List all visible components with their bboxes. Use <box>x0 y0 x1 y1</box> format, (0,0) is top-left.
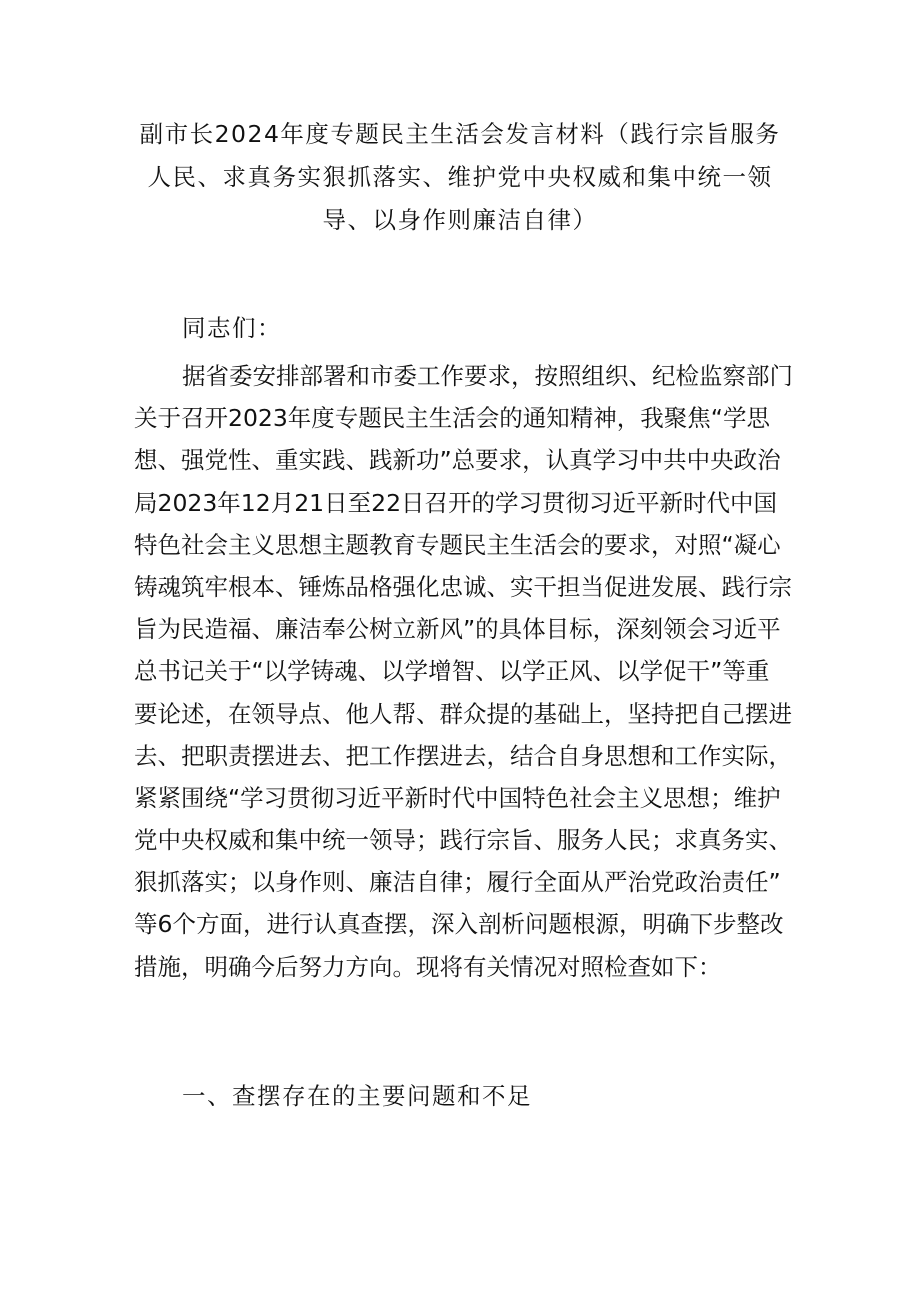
section-heading: 一、查摆存在的主要问题和不足 <box>182 1082 532 1110</box>
document-title <box>134 113 786 242</box>
paragraph-line: 等6个方面，进行认真查摆，深入剖析问题根源，明确下步整改 <box>134 910 784 939</box>
paragraph-line: 要论述，在领导点、他人帮、群众提的基础上，坚持把自己摆进 <box>134 699 792 728</box>
paragraph-line: 狠抓落实；以身作则、廉洁自律；履行全面从严治党政治责任” <box>134 868 781 897</box>
title-line: 人民、求真务实狠抓落实、维护党中央权威和集中统一领 <box>147 163 773 191</box>
paragraph-line: 紧紧围绕“学习贯彻习近平新时代中国特色社会主义思想；维护 <box>134 783 781 812</box>
paragraph-line: 措施，明确今后努力方向。现将有关情况对照检查如下： <box>134 952 722 981</box>
title-line: 导、以身作则廉洁自律） <box>322 206 598 234</box>
salutation: 同志们： <box>182 314 282 342</box>
paragraph-line: 旨为民造福、廉洁奉公树立新风”的具体目标，深刻领会习近平 <box>134 615 781 644</box>
paragraph-line: 关于召开2023年度专题民主生活会的通知精神，我聚焦“学思 <box>134 404 770 433</box>
paragraph-line: 铸魂筑牢根本、锤炼品格强化忠诚、实干担当促进发展、践行宗 <box>134 572 792 601</box>
title-line: 副市长2024年度专题民主生活会发言材料（践行宗旨服务 <box>139 120 781 148</box>
paragraph-line: 去、把职责摆进去、把工作摆进去，结合自身思想和工作实际， <box>134 741 792 770</box>
paragraph-line: 局2023年12月21日至22日召开的学习贯彻习近平新时代中国 <box>134 488 778 517</box>
paragraph-line: 据省委安排部署和市委工作要求，按照组织、纪检监察部门 <box>182 362 793 390</box>
paragraph-line: 党中央权威和集中统一领导；践行宗旨、服务人民；求真务实、 <box>134 826 792 855</box>
paragraph-line: 特色社会主义思想主题教育专题民主生活会的要求，对照“凝心 <box>134 530 781 559</box>
paragraph-line: 想、强党性、重实践、践新功”总要求，认真学习中共中央政治 <box>134 446 781 475</box>
paragraph-line: 总书记关于“以学铸魂、以学增智、以学正风、以学促干”等重 <box>134 657 770 686</box>
body-paragraph <box>134 355 794 988</box>
